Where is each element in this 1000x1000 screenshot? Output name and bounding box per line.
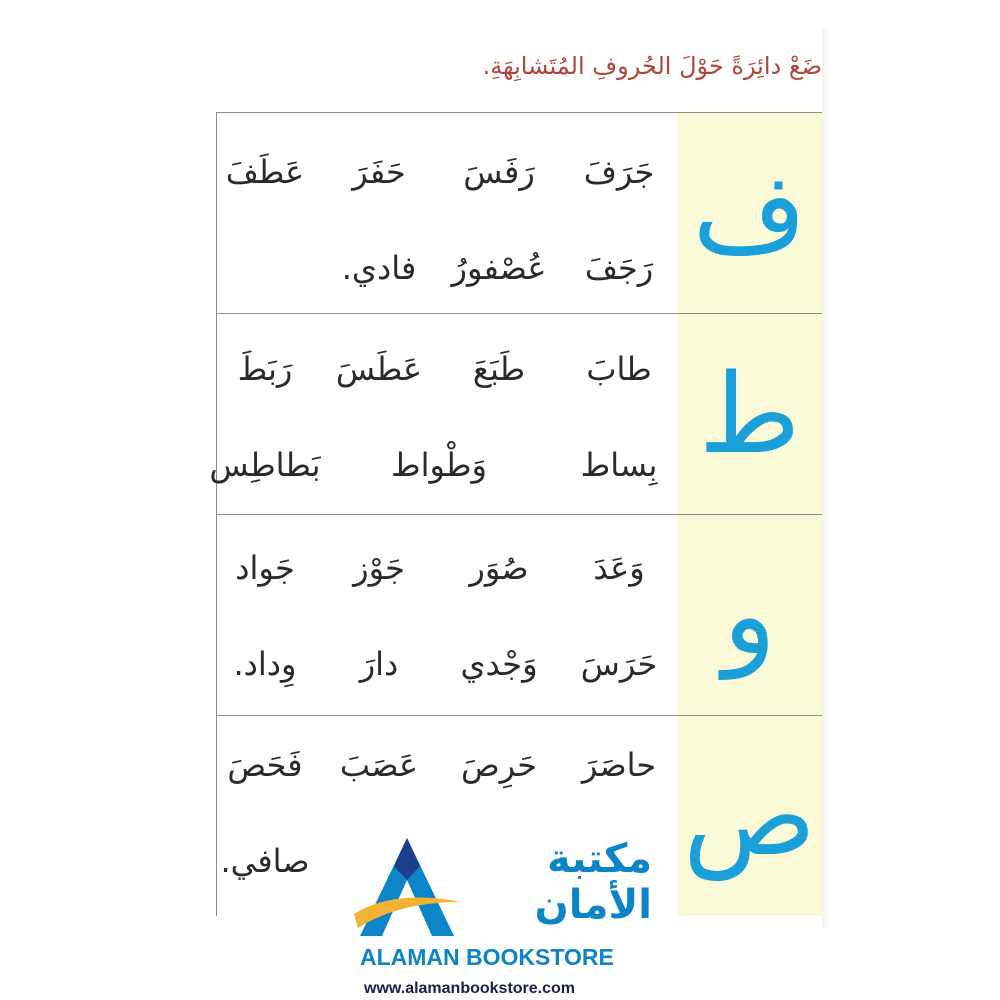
word: عَطَسَ: [335, 350, 423, 388]
word: رَفَسَ: [463, 153, 535, 191]
logo-arabic-line-2: الأمان: [534, 882, 652, 928]
word: جَواد: [235, 549, 295, 587]
target-letter: ص: [683, 752, 816, 880]
word: وَجْدي: [460, 645, 538, 683]
letter-cell: [677, 113, 822, 313]
table-row: [216, 113, 822, 314]
word: فَحَصَ: [227, 746, 303, 784]
word: رَجَفَ: [584, 249, 654, 287]
letter-cell: [677, 314, 822, 514]
instruction-heading: ضَعْ دائِرَةً حَوْلَ الحُروفِ المُتَشابِهَةِ.: [482, 52, 822, 80]
logo-a-mark-icon: [352, 836, 462, 946]
word: وَعَدَ: [593, 549, 645, 587]
word: حَرَسَ: [580, 645, 658, 683]
letters-table: [209, 112, 822, 919]
word: طابَ: [586, 350, 652, 388]
word: صافي.: [220, 842, 310, 880]
word: وَطْواط: [391, 446, 487, 484]
table-row: [209, 314, 822, 515]
target-letter: ط: [698, 350, 801, 478]
word: بَطاطِس: [209, 446, 321, 484]
bookstore-logo: [352, 836, 652, 986]
logo-arabic-name: [462, 836, 652, 928]
word: عُصْفورُ: [451, 249, 547, 287]
logo-arabic-line-1: مكتبة: [547, 836, 652, 882]
words-cell: [216, 515, 678, 715]
words-cell: [209, 314, 678, 514]
word: حَرِصَ: [460, 746, 538, 784]
word: رَبَطَ: [237, 350, 293, 388]
word: دارَ: [359, 645, 399, 683]
word: طَبَعَ: [472, 350, 526, 388]
word: حاصَرَ: [581, 746, 657, 784]
target-letter: ف: [692, 149, 807, 277]
letter-cell: [677, 515, 822, 715]
word: بِساط: [580, 446, 658, 484]
words-cell: [216, 113, 678, 313]
word: جَرَفَ: [583, 153, 655, 191]
word: وِداد.: [233, 645, 297, 683]
word: حَفَرَ: [352, 153, 406, 191]
word: صُوَر: [469, 549, 529, 587]
letter-cell: [677, 716, 822, 916]
logo-english-name: ALAMAN BOOKSTORE: [360, 944, 614, 970]
page-edge: [822, 28, 830, 928]
logo-url: www.alamanbookstore.com: [364, 980, 576, 997]
word: عَصَبَ: [339, 746, 419, 784]
target-letter: و: [722, 551, 777, 679]
table-row: [216, 515, 822, 716]
word: عَطَفَ: [225, 153, 305, 191]
word: جَوْز: [353, 549, 405, 587]
word: فادي.: [341, 249, 417, 287]
